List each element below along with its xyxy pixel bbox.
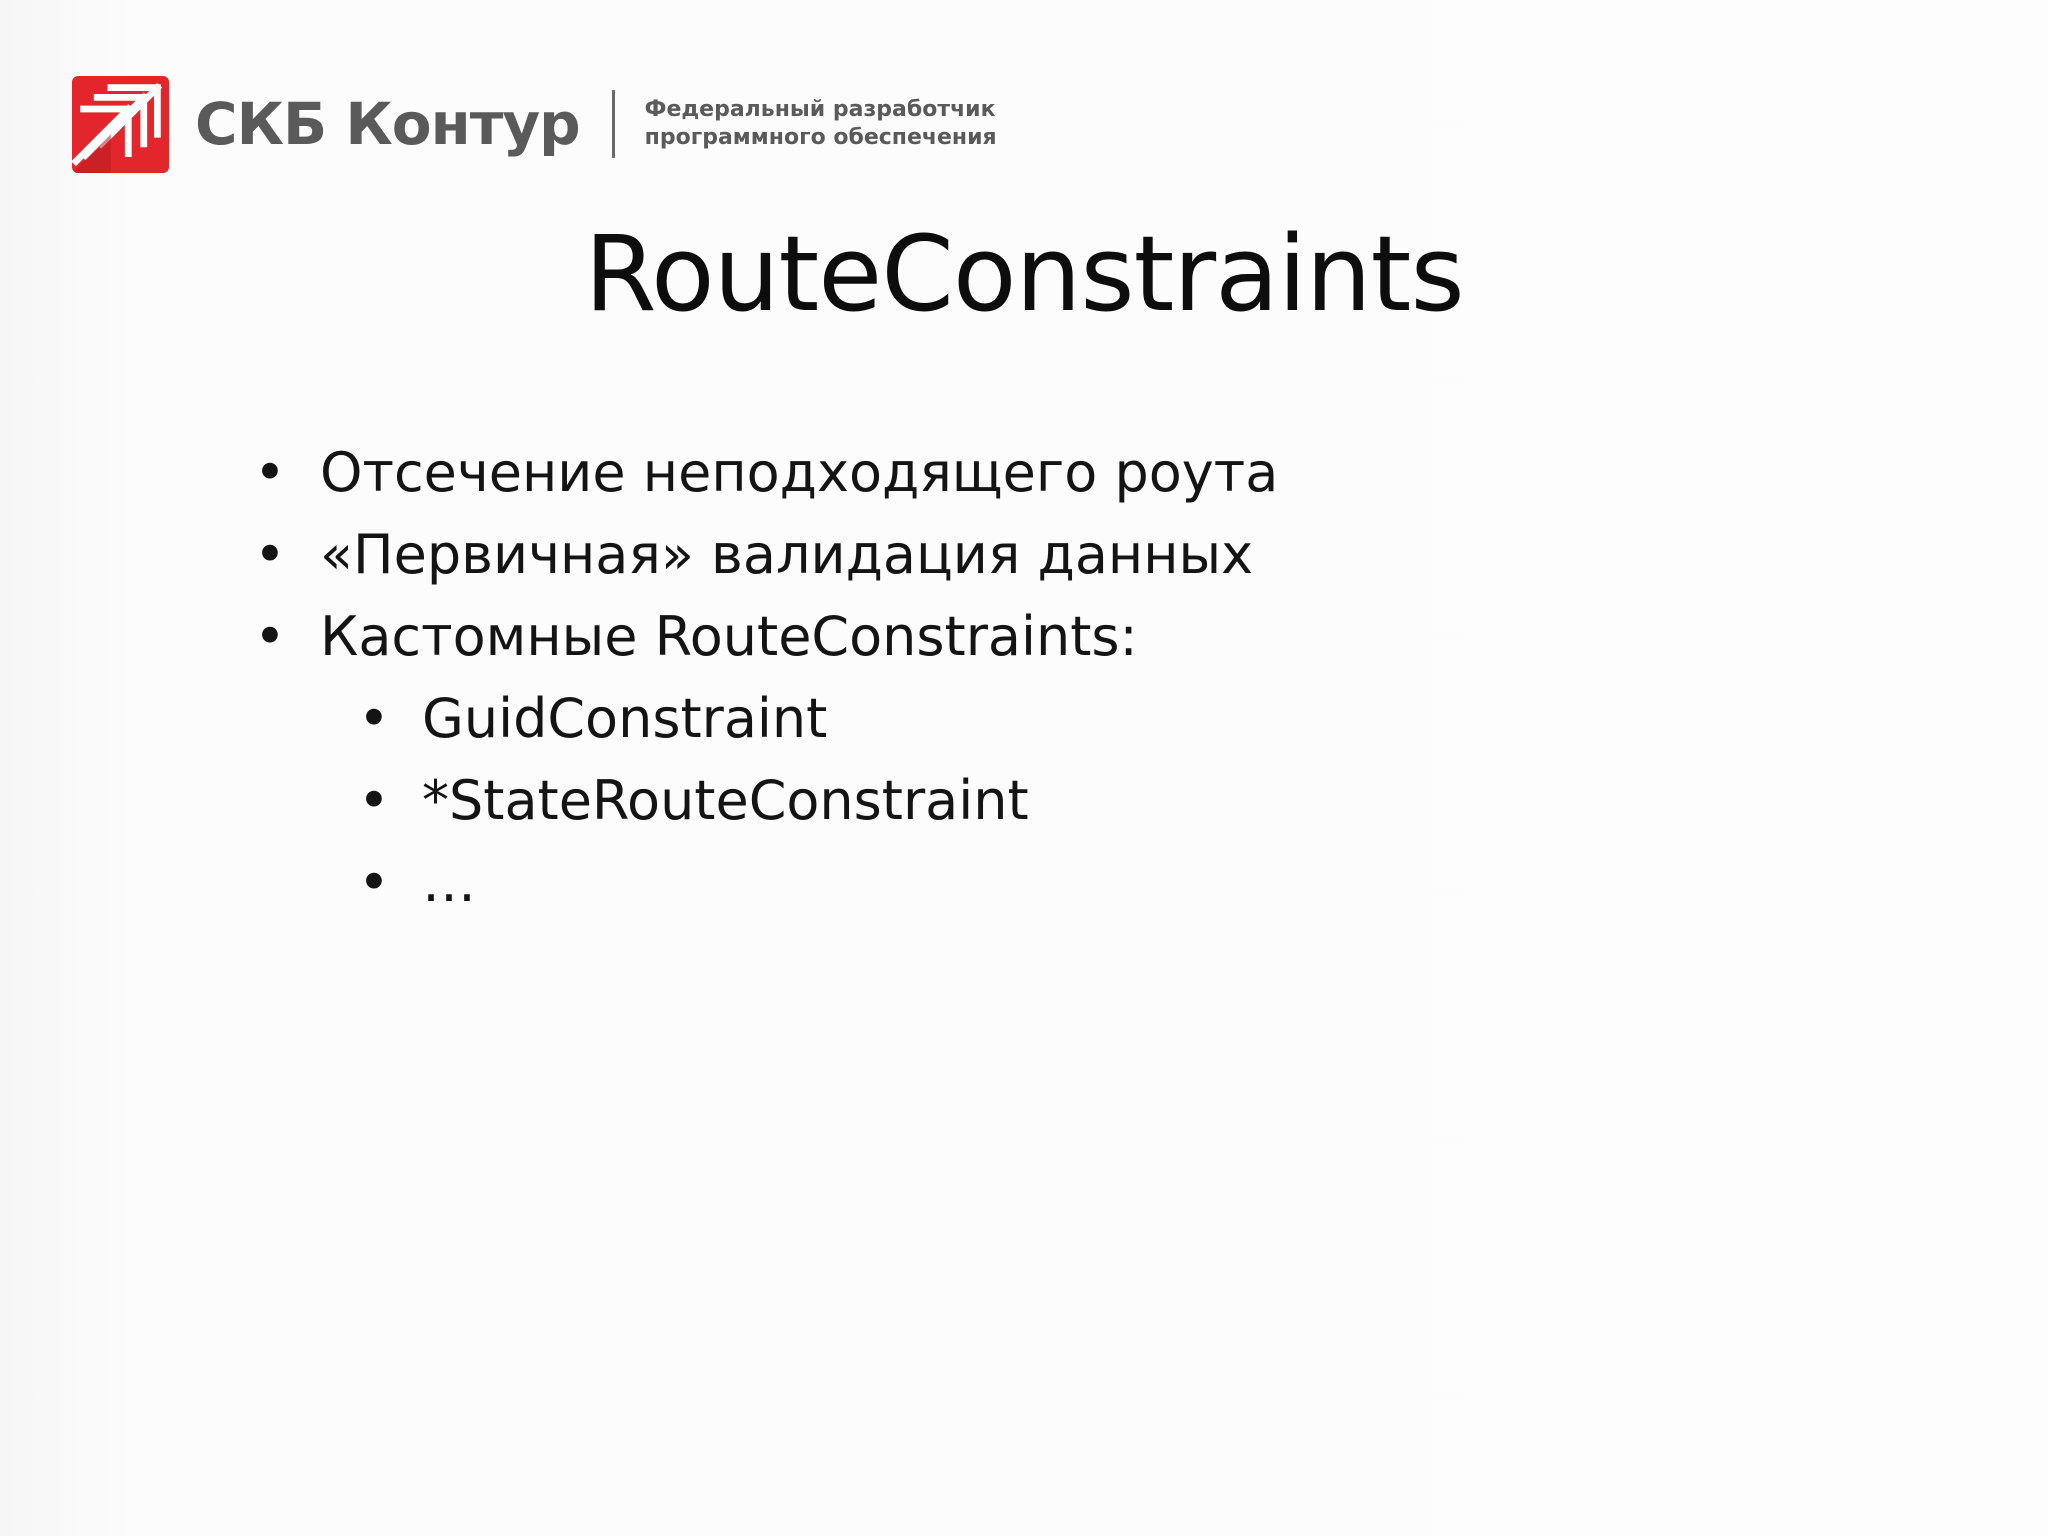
bullet-icon: • bbox=[358, 851, 390, 914]
tagline-line-1: Федеральный разработчик bbox=[644, 97, 996, 122]
sub-list-item-text: GuidConstraint bbox=[422, 687, 828, 750]
bullet-icon: • bbox=[254, 605, 286, 668]
list-item-text: Кастомные RouteConstraints: bbox=[320, 605, 1138, 668]
company-tagline bbox=[645, 96, 997, 152]
logo-divider bbox=[612, 90, 615, 158]
slide-title: RouteConstraints bbox=[584, 213, 1464, 335]
sub-list-item bbox=[256, 760, 1278, 842]
bullet-icon: • bbox=[358, 769, 390, 832]
list-item-text: Отсечение неподходящего роута bbox=[320, 441, 1279, 504]
bullet-list bbox=[256, 432, 1278, 924]
sub-list-item-text: … bbox=[422, 851, 476, 914]
bullet-icon: • bbox=[254, 523, 286, 586]
tagline-line-2: программного обеспечения bbox=[644, 125, 997, 150]
sub-list-item-text: *StateRouteConstraint bbox=[422, 769, 1029, 832]
list-item bbox=[256, 514, 1278, 596]
list-item-text: «Первичная» валидация данных bbox=[320, 523, 1254, 586]
company-logo bbox=[72, 74, 997, 174]
skb-kontur-arrows-icon bbox=[72, 76, 169, 173]
list-item bbox=[256, 432, 1278, 514]
company-name: СКБ Контур bbox=[195, 90, 580, 158]
sub-list-item bbox=[256, 842, 1278, 924]
list-item bbox=[256, 596, 1278, 678]
bullet-icon: • bbox=[358, 687, 390, 750]
bullet-icon: • bbox=[254, 441, 286, 504]
sub-list-item bbox=[256, 678, 1278, 760]
